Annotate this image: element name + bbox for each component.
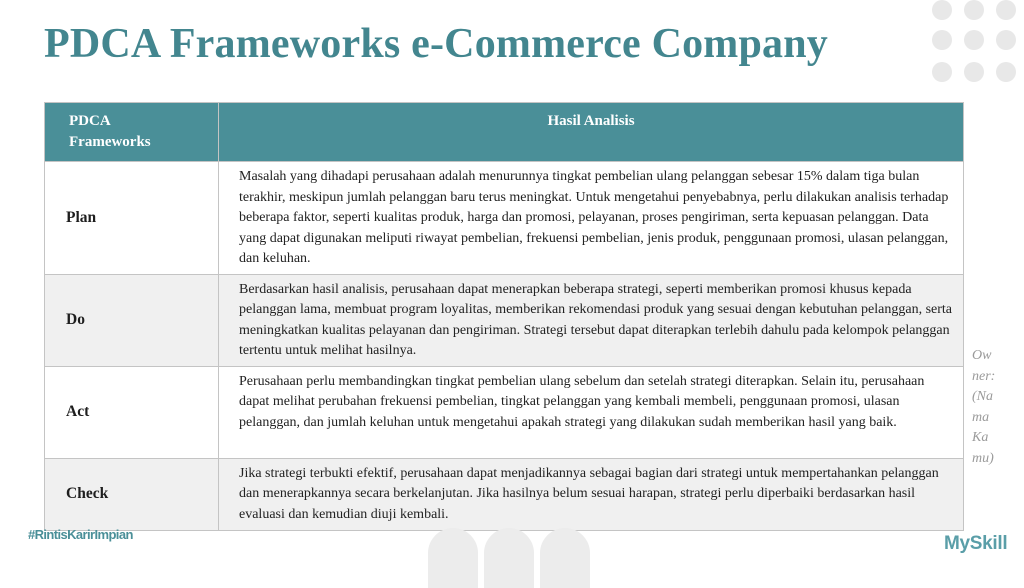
table-row-check [45, 458, 964, 530]
slide-title: PDCA Frameworks e-Commerce Company [44, 21, 829, 67]
decorative-arches [428, 528, 598, 566]
header-pdca-frameworks: PDCA Frameworks [45, 103, 219, 162]
myskill-logo: MySkill [944, 533, 1008, 554]
hashtag-footer: #RintisKarirImpian [28, 527, 133, 542]
phase-label: Do [45, 274, 219, 366]
table-row-plan [45, 162, 964, 275]
phase-label: Plan [45, 162, 219, 275]
pdca-table [44, 102, 964, 531]
phase-label: Check [45, 458, 219, 530]
analysis-text: Berdasarkan hasil analisis, perusahaan dapat menerapkan beberapa strategi, seperti memberikan promosi khusus kepada pelanggan lama, membuat program loyalitas, memberikan rekomendasi produk yang sesuai dengan kebutuhan pelanggan, serta meningkatkan kualitas pelayanan dan pengiriman. Strategi tersebut dapat diterapkan terlebih dahulu pada kelompok pelanggan tertentu untuk melihat hasilnya. [219, 274, 964, 366]
analysis-text: Jika strategi terbukti efektif, perusahaan dapat menjadikannya sebagai bagian dari strategi untuk mempertahankan pelanggan dan menerapkannya secara berkelanjutan. Jika hasilnya belum sesuai harapan, strategi perlu diperbaiki berdasarkan hasil evaluasi dan kemudian diuji kembali. [219, 458, 964, 530]
table-header-row [45, 103, 964, 162]
table-row-act [45, 366, 964, 458]
table-row-do [45, 274, 964, 366]
analysis-text: Masalah yang dihadapi perusahaan adalah menurunnya tingkat pembelian ulang pelanggan sebesar 15% dalam tiga bulan terakhir, meskipun jumlah pelanggan baru terus meningkat. Untuk mengetahui penyebabnya, perlu dilakukan analisis terhadap beberapa faktor, seperti kualitas produk, harga dan promosi, pelayanan, proses pengiriman, serta kepuasan pelanggan. Data yang dapat digunakan meliputi riwayat pembelian, frekuensi pembelian, jenis produk, penggunaan promosi, ulasan pelanggan, dan keluhan. [219, 162, 964, 275]
owner-note: Owner: (Nama Kamu) [972, 348, 996, 466]
decorative-dot-grid [930, 0, 1024, 86]
header-hasil-analisis: Hasil Analisis [219, 103, 964, 162]
analysis-text: Perusahaan perlu membandingkan tingkat pembelian ulang sebelum dan setelah strategi diterapkan. Selain itu, perusahaan dapat melihat perubahan frekuensi pembelian, tingkat pelanggan yang kembali membeli, penggunaan promosi, ulasan pelanggan, dan jumlah keluhan untuk mengetahui apakah strategi yang dilakukan sudah memberikan hasil yang baik. [219, 366, 964, 458]
phase-label: Act [45, 366, 219, 458]
